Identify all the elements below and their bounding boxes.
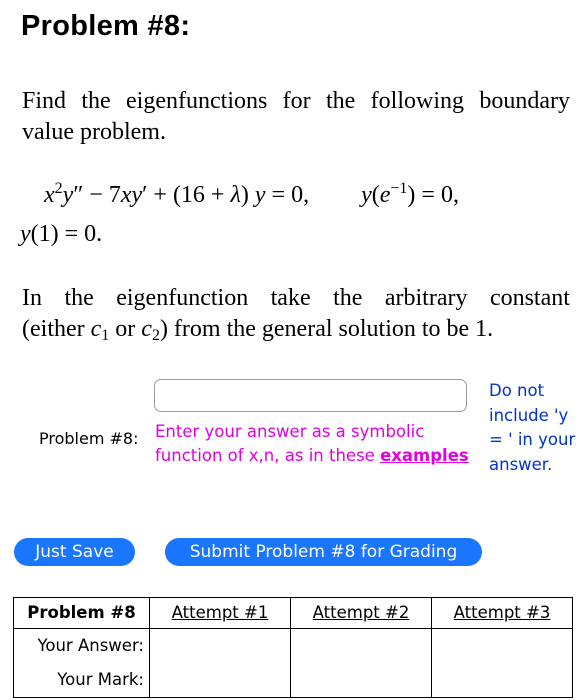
word: the [333, 285, 363, 311]
eq-var: x [44, 182, 55, 208]
eq-var: y [62, 182, 74, 208]
word: eigenfunction [116, 285, 249, 311]
just-save-button[interactable]: Just Save [14, 538, 135, 566]
table-header: Problem #8 [14, 598, 150, 629]
eq-text: (1) = 0. [30, 221, 103, 247]
submit-button[interactable]: Submit Problem #8 for Grading [165, 538, 482, 566]
answer-input[interactable] [154, 379, 467, 412]
eq-text: ′ + (16 + [142, 182, 231, 208]
your-mark-label: Your Mark: [14, 663, 150, 698]
eq-var: y [254, 182, 266, 208]
eq-var: xy [120, 182, 143, 208]
examples-link[interactable]: examples [380, 446, 469, 465]
eq-text: ) = 0, [407, 182, 459, 208]
eq-text: ( [371, 182, 380, 208]
attempts-table [13, 597, 573, 698]
eq-exponent: 2 [54, 180, 63, 197]
answer-hint [155, 420, 470, 468]
eq-var: y [361, 182, 372, 208]
constant-instruction-line1 [22, 283, 570, 314]
your-answer-label: Your Answer: [14, 629, 150, 664]
word: In [22, 285, 42, 311]
table-row [14, 629, 573, 664]
answer-label: Problem #8: [39, 429, 139, 448]
eq-var: y [20, 221, 31, 247]
answer-note: Do not include 'y = ' in your answer. [489, 381, 576, 474]
constant-instruction [22, 283, 570, 345]
attempt-2-cell [291, 629, 432, 698]
problem-instruction: Find the eigenfunctions for the following boundary value problem. [22, 88, 570, 145]
attempt-3-link[interactable]: Attempt #3 [432, 598, 573, 629]
eq-text: = 0, [265, 182, 310, 208]
eq-subscript: 1 [101, 327, 110, 344]
table-row [14, 598, 573, 629]
attempt-3-cell [432, 629, 573, 698]
answer-hint-text: Enter your answer as a symbolic function of x,n, as in these [155, 422, 425, 465]
eq-text: ) [240, 182, 255, 208]
constant-instruction-line2 [22, 314, 570, 345]
word: arbitrary [384, 285, 468, 311]
eq-var: c [141, 316, 152, 342]
ode-equation-line1 [44, 180, 564, 211]
attempt-1-cell [150, 629, 291, 698]
word: take [270, 285, 311, 311]
problem-title: Problem #8: [21, 10, 191, 42]
eq-var: λ [230, 182, 241, 208]
attempt-1-link[interactable]: Attempt #1 [150, 598, 291, 629]
word: constant [489, 285, 570, 311]
eq-subscript: 2 [151, 327, 160, 344]
ode-equation-line2 [20, 219, 102, 250]
eq-exponent: −1 [390, 180, 408, 197]
eq-text: ″ − 7 [73, 182, 121, 208]
eq-var: e [379, 182, 391, 208]
attempt-2-link[interactable]: Attempt #2 [291, 598, 432, 629]
word: the [64, 285, 94, 311]
eq-text: ) from the general solution to be 1. [159, 316, 494, 342]
eq-var: c [90, 316, 102, 342]
eq-text: or [109, 316, 142, 342]
eq-text: (either [22, 316, 91, 342]
